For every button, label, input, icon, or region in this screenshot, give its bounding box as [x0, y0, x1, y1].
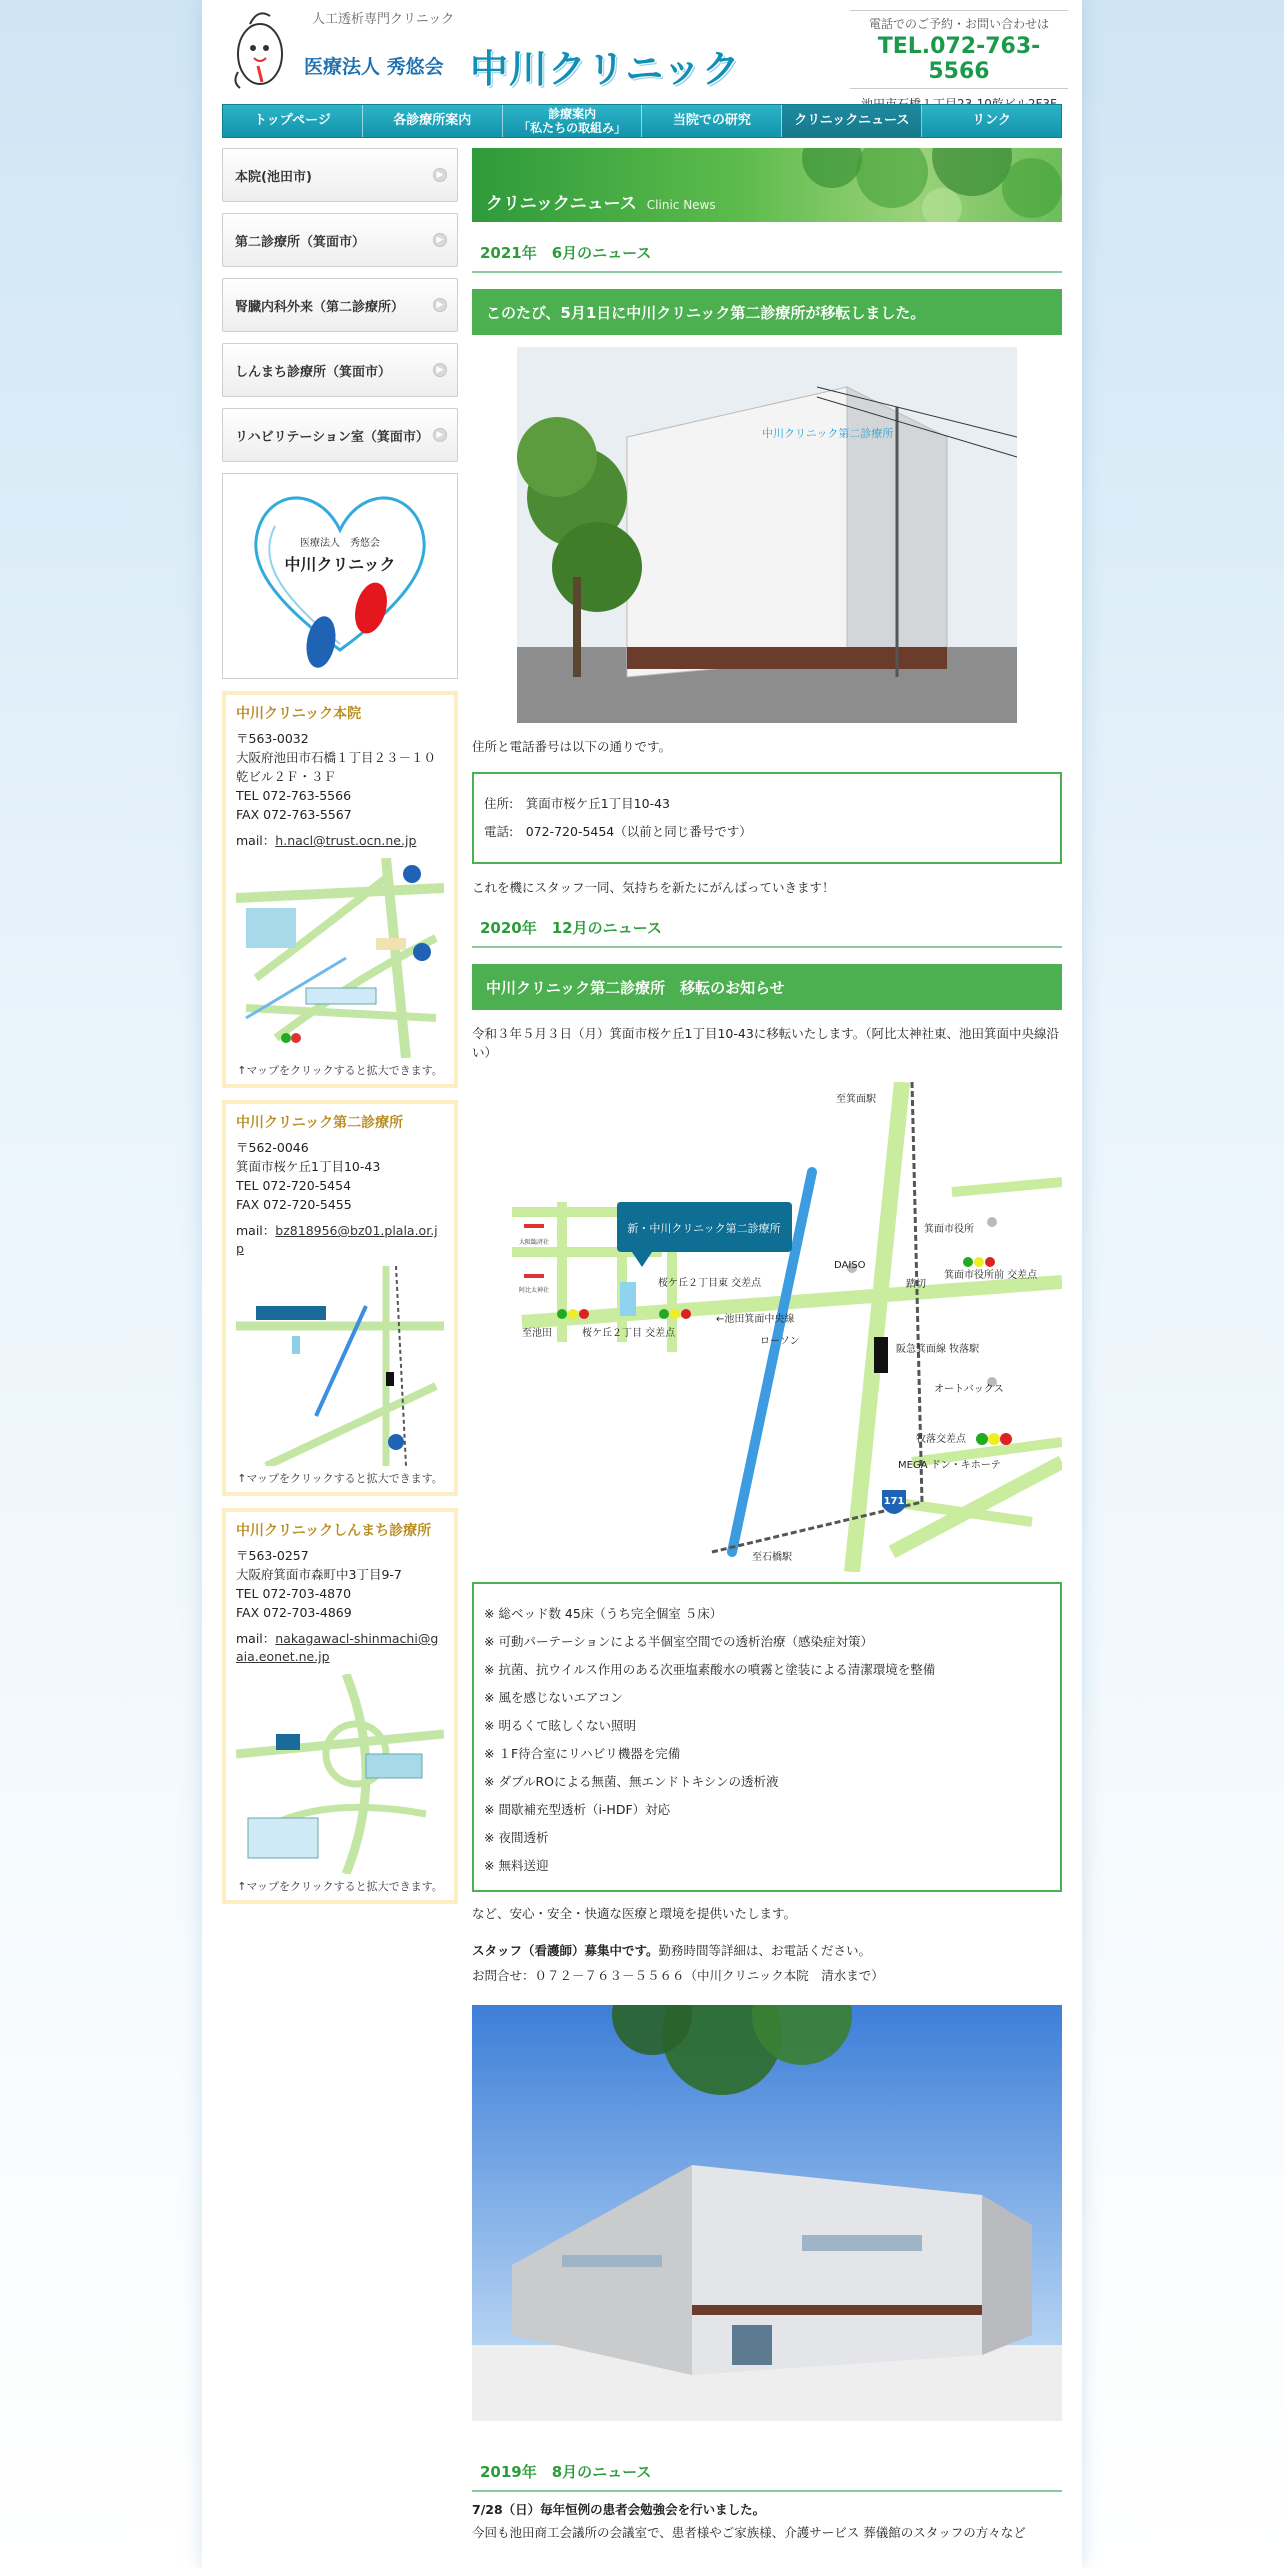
feature-item: ※ 風を感じないエアコン	[484, 1690, 623, 1705]
svg-text:MEGA ドン・キホーテ: MEGA ドン・キホーテ	[898, 1460, 1001, 1471]
chevron-right-icon: ▶	[433, 298, 447, 312]
nav-top[interactable]	[223, 105, 363, 137]
clinic-info-second	[222, 1100, 458, 1496]
sidebar-item-nephrology[interactable]	[222, 278, 458, 332]
postal-code: 〒563-0257	[236, 1548, 309, 1563]
clinic-fax: FAX 072-703-4869	[236, 1605, 352, 1620]
features-summary: など、安心・安全・快適な医療と環境を提供いたします。	[472, 1906, 797, 1921]
news-month-heading: 2021年 6月のニュース	[472, 242, 1062, 273]
sidebar	[222, 148, 458, 1916]
svg-text:桜ケ丘２丁目 交差点: 桜ケ丘２丁目 交差点	[582, 1328, 676, 1339]
sidebar-item-second-clinic[interactable]	[222, 213, 458, 267]
feature-item: ※ 可動パーテーションによる半個室空間での透析治療（感染症対策）	[484, 1634, 873, 1649]
clinic-info-shinmachi	[222, 1508, 458, 1904]
map-icon	[236, 858, 444, 1058]
clinic-heart-logo	[222, 473, 458, 679]
clinic-mail	[236, 1222, 444, 1258]
feature-item: ※ 夜間透析	[484, 1830, 549, 1845]
page-title	[486, 189, 716, 214]
feature-item: ※ 無料送迎	[484, 1858, 549, 1873]
chevron-right-icon: ▶	[433, 363, 447, 377]
news-month-heading: 2019年 8月のニュース	[472, 2461, 1062, 2492]
nav-label: トップページ	[253, 113, 331, 128]
chevron-right-icon: ▶	[433, 428, 447, 442]
relocation-map-icon	[472, 1082, 1062, 1572]
svg-text:桜ケ丘２丁目東 交差点: 桜ケ丘２丁目東 交差点	[658, 1278, 762, 1289]
feature-item: ※ 明るくて眩しくない照明	[484, 1718, 636, 1733]
postal-code: 〒562-0046	[236, 1140, 309, 1155]
heart-logo-icon	[223, 474, 457, 678]
clinic-title: 中川クリニック第二診療所	[236, 1115, 404, 1131]
contact-note: 電話でのご予約・お問い合わせは	[850, 10, 1068, 32]
new-address-box	[472, 772, 1062, 864]
svg-text:踏切: 踏切	[906, 1279, 926, 1290]
svg-text:箕面市役所前 交差点: 箕面市役所前 交差点	[944, 1270, 1038, 1281]
page-banner	[472, 148, 1062, 222]
new-building-rendering	[472, 2005, 1062, 2421]
new-address: 住所: 箕面市桜ケ丘1丁目10-43	[484, 796, 670, 811]
mail-link[interactable]: h.nacl@trust.ocn.ne.jp	[275, 833, 417, 848]
svg-text:至池田: 至池田	[522, 1328, 552, 1339]
news-title: このたび、5月1日に中川クリニック第二診療所が移転しました。	[472, 289, 1062, 335]
svg-text:阪急箕面線 牧落駅: 阪急箕面線 牧落駅	[896, 1344, 980, 1355]
main-content	[472, 148, 1062, 2542]
map-icon	[236, 1674, 444, 1874]
recruit-rest: 勤務時間等詳細は、お電話ください。	[658, 1943, 872, 1958]
clinic-logo-text[interactable]: 中川クリニック	[470, 47, 741, 91]
sidebar-item-label: 本院(池田市)	[235, 169, 312, 185]
svg-text:大阪臨済社: 大阪臨済社	[518, 1239, 550, 1246]
clinic-title: 中川クリニック本院	[236, 706, 362, 722]
building-rendering-icon	[472, 2005, 1062, 2421]
nav-label: 各診療所案内	[393, 113, 472, 128]
phone-number[interactable]: TEL.072-763-5566	[850, 34, 1068, 89]
feature-item: ※ 間歇補充型透析（i-HDF）対応	[484, 1802, 671, 1817]
nav-label: リンク	[972, 113, 1011, 128]
chevron-right-icon: ▶	[433, 168, 447, 182]
svg-text:医療法人 秀悠会: 医療法人 秀悠会	[300, 538, 380, 549]
svg-text:オートバックス: オートバックス	[934, 1384, 1004, 1395]
svg-text:ローソン: ローソン	[760, 1336, 800, 1347]
nav-label: クリニックニュース	[794, 113, 910, 128]
clinic-fax: FAX 072-763-5567	[236, 807, 352, 822]
feature-item: ※ ダブルROによる無菌、無エンドトキシンの透析液	[484, 1774, 779, 1789]
clinic-address: 大阪府池田市石橋１丁目２３－１０ 乾ビル２Ｆ・３Ｆ	[236, 750, 449, 784]
news-intro: 住所と電話番号は以下の通りです。	[472, 739, 672, 754]
svg-text:至箕面駅: 至箕面駅	[836, 1094, 876, 1105]
svg-text:←池田箕面中央線: ←池田箕面中央線	[716, 1314, 795, 1325]
clinic-building-photo	[517, 347, 1017, 723]
main-navigation	[222, 104, 1062, 138]
clinic-tel: TEL 072-703-4870	[236, 1586, 352, 1601]
clinic-title: 中川クリニックしんまち診療所	[236, 1523, 432, 1539]
contact-box	[850, 10, 1068, 112]
sidebar-item-shinmachi[interactable]	[222, 343, 458, 397]
page-subtitle: Clinic News	[646, 198, 716, 212]
building-photo-icon	[517, 347, 1017, 723]
svg-text:DAISO: DAISO	[834, 1260, 866, 1271]
clinic-fax: FAX 072-720-5455	[236, 1197, 352, 1212]
svg-text:新・中川クリニック第二診療所: 新・中川クリニック第二診療所	[627, 1222, 781, 1235]
svg-text:阿比太神社: 阿比太神社	[518, 1287, 550, 1294]
corporation-name: 医療法人 秀悠会	[304, 56, 444, 78]
sidebar-item-label: 腎臓内科外来（第二診療所）	[235, 299, 405, 315]
new-phone: 電話: 072-720-5454（以前と同じ番号です）	[484, 824, 752, 839]
map-icon	[236, 1266, 444, 1466]
news-title: 中川クリニック第二診療所 移転のお知らせ	[472, 964, 1062, 1010]
nav-label: 診療案内 「私たちの取組み」	[518, 107, 627, 135]
clinic-mail	[236, 832, 444, 850]
nav-clinics[interactable]	[363, 105, 503, 137]
map-caption: ↑マップをクリックすると拡大できます。	[237, 1064, 443, 1077]
svg-text:中川クリニック: 中川クリニック	[284, 555, 396, 574]
news-body: 令和３年５月３日（月）箕面市桜ケ丘1丁目10-43に移転いたします。（阿比太神社東、池田箕面中央線沿い）	[472, 1026, 1060, 1060]
page-container	[202, 0, 1082, 2568]
sidebar-item-main-clinic[interactable]	[222, 148, 458, 202]
news-bold-line: 7/28（日）毎年恒例の患者会勉強会を行いました。	[472, 2502, 766, 2517]
map-caption: ↑マップをクリックすると拡大できます。	[237, 1472, 443, 1485]
news-month-heading: 2020年 12月のニュース	[472, 917, 1062, 948]
nav-research[interactable]	[642, 105, 782, 137]
sidebar-item-label: しんまち診療所（箕面市）	[235, 364, 392, 380]
clinic-tel: TEL 072-763-5566	[236, 788, 352, 803]
sidebar-item-rehab[interactable]	[222, 408, 458, 462]
postal-code: 〒563-0032	[236, 731, 309, 746]
mail-link[interactable]: bz818956@bz01.plala.or.jp	[236, 1223, 438, 1256]
header	[202, 0, 1082, 100]
nav-guide[interactable]	[503, 105, 643, 137]
clinic-address: 箕面市桜ケ丘1丁目10-43	[236, 1159, 381, 1174]
svg-text:171: 171	[883, 1496, 905, 1507]
mail-label: mail：	[236, 833, 276, 848]
news-text: 今回も池田商工会議所の会議室で、患者様やご家族様、介護サービス 葬儀館のスタッフの方々など	[472, 2525, 1026, 2540]
svg-text:至石橋駅: 至石橋駅	[752, 1552, 792, 1563]
clinic-address: 大阪府箕面市森町中3丁目9-7	[236, 1567, 402, 1582]
chevron-right-icon: ▶	[433, 233, 447, 247]
svg-text:箕面市役所: 箕面市役所	[924, 1224, 974, 1235]
nav-news[interactable]	[782, 105, 922, 137]
map-thumbnail-main[interactable]	[236, 858, 444, 1058]
mail-link[interactable]: nakagawacl-shinmachi@gaia.eonet.ne.jp	[236, 1631, 439, 1664]
map-thumbnail-shinmachi[interactable]	[236, 1674, 444, 1874]
news-closing: これを機にスタッフ一同、気持ちを新たにがんばっていきます！	[472, 880, 835, 895]
tagline: 人工透析専門クリニック	[312, 12, 455, 27]
mail-label: mail：	[236, 1631, 276, 1646]
mascot-logo-icon[interactable]	[228, 2, 298, 92]
features-box	[472, 1582, 1062, 1892]
relocation-map	[472, 1082, 1062, 1572]
sidebar-item-label: リハビリテーション室（箕面市）	[235, 429, 429, 445]
inquiry-line: お問合せ：０７２－７６３－５５６６（中川クリニック本院 清水まで）	[472, 1968, 884, 1983]
feature-item: ※ 抗菌、抗ウイルス作用のある次亜塩素酸水の噴霧と塗装による清潔環境を整備	[484, 1662, 936, 1677]
feature-item: ※ １F待合室にリハビリ機器を完備	[484, 1746, 681, 1761]
sidebar-item-label: 第二診療所（箕面市）	[235, 234, 366, 250]
map-caption: ↑マップをクリックすると拡大できます。	[237, 1880, 443, 1893]
page-title-text: クリニックニュース	[486, 194, 637, 214]
clinic-info-main	[222, 691, 458, 1088]
clinic-tel: TEL 072-720-5454	[236, 1178, 352, 1193]
nav-label: 当院での研究	[672, 113, 751, 128]
svg-text:牧落交差点: 牧落交差点	[916, 1434, 966, 1445]
mail-label: mail：	[236, 1223, 276, 1238]
map-thumbnail-second[interactable]	[236, 1266, 444, 1466]
nav-links[interactable]	[922, 105, 1061, 137]
feature-item: ※ 総ベッド数 45床（うち完全個室 ５床）	[484, 1606, 723, 1621]
recruit-bold: スタッフ（看護師）募集中です。	[472, 1943, 659, 1958]
recruit-line	[472, 1941, 1062, 1960]
svg-text:中川クリニック第二診療所: 中川クリニック第二診療所	[762, 427, 894, 440]
clinic-mail	[236, 1630, 444, 1666]
